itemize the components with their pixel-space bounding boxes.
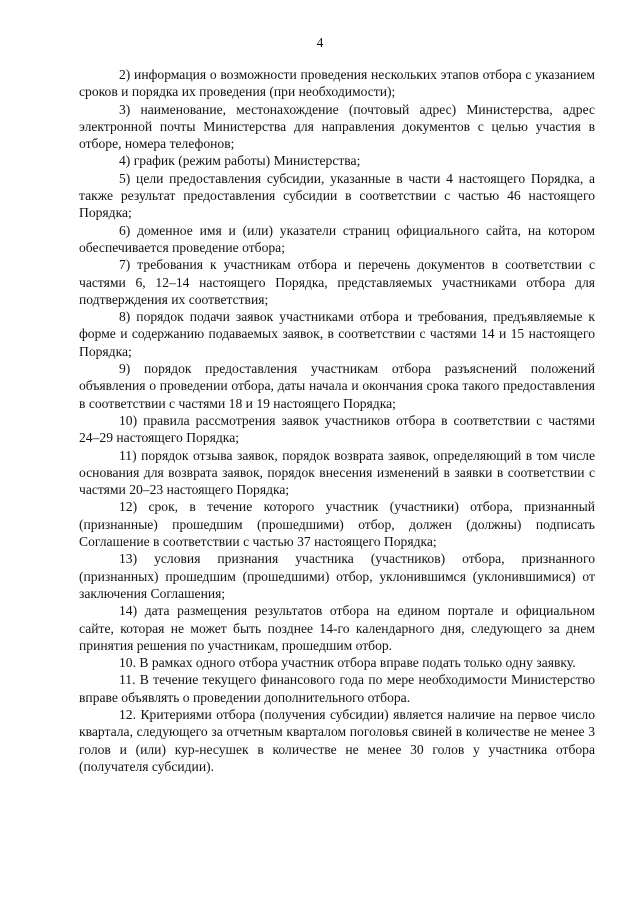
paragraph: 9) порядок предоставления участникам отбора разъяснений положений объявления о проведении отбора, даты начала и окончания срока такого предоставления в соответствии с частями 18 и 19 настоящего Порядка; <box>79 361 595 411</box>
paragraph: 3) наименование, местонахождение (почтовый адрес) Министерства, адрес электронной почты Министерства для направления документов с целью участия в отборе, номера телефонов; <box>79 101 595 152</box>
paragraph: 4) график (режим работы) Министерства; <box>119 153 361 169</box>
paragraph: 6) доменное имя и (или) указатели страниц официального сайта, на котором обеспечивается проведение отбора; <box>79 222 595 255</box>
paragraph: 14) дата размещения результатов отбора на едином портале и официальном сайте, которая не может быть позднее 14-го календарного дня, следующего за днем принятия решения по участникам, прошедшим отбор. <box>79 603 595 653</box>
paragraph: 12. Критериями отбора (получения субсидии) является наличие на первое число квартала, следующего за отчетным кварталом поголовья свиней в количестве не менее 3 голов и (или) кур-несушек в количестве не менее 30 голов у участника отбора (получателя субсидии). <box>79 706 595 774</box>
paragraph: 2) информация о возможности проведения нескольких этапов отбора с указанием сроков и порядка их проведения (при необходимости); <box>79 67 595 100</box>
page-number: 4 <box>316 35 324 50</box>
paragraph: 8) порядок подачи заявок участниками отбора и требования, предъявляемые к форме и содержанию подаваемых заявок, в соответствии с частями 14 и 15 настоящего Порядка; <box>79 309 595 359</box>
paragraph: 7) требования к участникам отбора и перечень документов в соответствии с частями 6, 12–14 настоящего Порядка, представляемых участниками отбора для подтверждения их соответствия; <box>79 257 595 307</box>
paragraph: 11. В течение текущего финансового года по мере необходимости Министерство вправе объявлять о проведении дополнительного отбора. <box>79 672 595 705</box>
paragraph: 12) срок, в течение которого участник (участники) отбора, признанный (признанные) прошедшим (прошедшими) отбор, должен (должны) подписать Соглашение в соответствии с частью 37 настоящего Порядка; <box>79 499 595 550</box>
paragraph: 10. В рамках одного отбора участник отбора вправе подать только одну заявку. <box>119 655 576 671</box>
document-body <box>79 66 595 775</box>
paragraph: 13) условия признания участника (участников) отбора, признанного (признанных) прошедшим (прошедшими) отбор, уклонившимся (уклонившимися) от заключения Соглашения; <box>79 551 595 601</box>
paragraph: 11) порядок отзыва заявок, порядок возврата заявок, определяющий в том числе основания для возврата заявок, порядок внесения изменений в заявки в соответствии с частями 20–23 настоящего Порядка; <box>79 447 595 498</box>
paragraph: 5) цели предоставления субсидии, указанные в части 4 настоящего Порядка, а также результат предоставления субсидии в соответствии с частью 46 настоящего Порядка; <box>79 170 595 221</box>
paragraph: 10) правила рассмотрения заявок участников отбора в соответствии с частями 24–29 настоящего Порядка; <box>79 412 595 446</box>
